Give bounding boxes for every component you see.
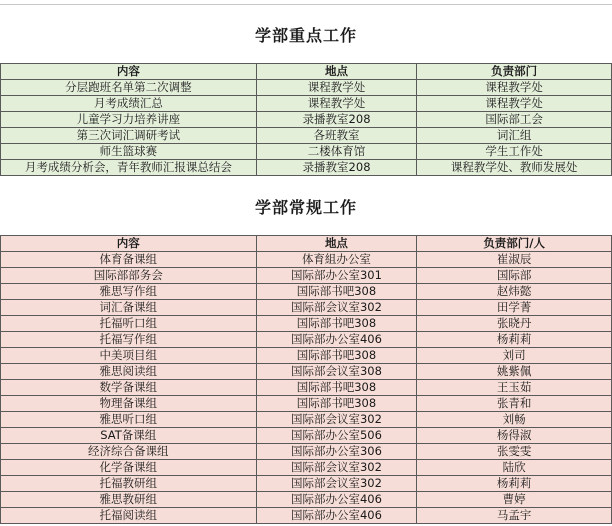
cell-location: 国际部办公室301: [256, 268, 417, 284]
cell-content: 雅思写作组: [1, 284, 257, 300]
cell-content: 雅思教研组: [1, 492, 257, 508]
cell-location: 国际部办公室506: [256, 428, 417, 444]
header-location: 地点: [256, 236, 417, 252]
cell-location: 录播教室208: [256, 160, 417, 176]
table-row: [1, 268, 612, 284]
cell-location: 录播教室208: [256, 112, 417, 128]
cell-location: 国际部会议室302: [256, 460, 417, 476]
table-row: [1, 112, 612, 128]
cell-location: 二楼体育馆: [256, 144, 417, 160]
table-row: [1, 128, 612, 144]
cell-content: 经济综合备课组: [1, 444, 257, 460]
table-row: [1, 80, 612, 96]
cell-location: 国际部会议室302: [256, 300, 417, 316]
cell-owner: 赵炜懿: [417, 284, 612, 300]
cell-location: 体育組办公室: [256, 252, 417, 268]
cell-location: 国际部书吧308: [256, 380, 417, 396]
section-title-routine-work: 学部常规工作: [254, 198, 357, 217]
table-row: [1, 444, 612, 460]
cell-location: 国际部会议室308: [256, 364, 417, 380]
cell-department: 词汇组: [417, 128, 612, 144]
previous-table-edge: [0, 0, 612, 5]
cell-owner: 杨莉莉: [417, 476, 612, 492]
header-content: 内容: [1, 64, 257, 80]
table-row: [1, 364, 612, 380]
cell-location: 国际部书吧308: [256, 348, 417, 364]
cell-content: 中美项目组: [1, 348, 257, 364]
cell-content: 师生篮球赛: [1, 144, 257, 160]
cell-content: 第三次词汇调研考试: [1, 128, 257, 144]
table-row: [1, 160, 612, 176]
cell-content: 月考成绩汇总: [1, 96, 257, 112]
table-row: [1, 380, 612, 396]
cell-content: 词汇备课组: [1, 300, 257, 316]
cell-content: 雅思听口组: [1, 412, 257, 428]
table-row: [1, 476, 612, 492]
cell-content: 数学备课组: [1, 380, 257, 396]
table-header-row: [1, 64, 612, 80]
cell-location: 国际部书吧308: [256, 316, 417, 332]
cell-owner: 曹婷: [417, 492, 612, 508]
cell-content: 托福阅读组: [1, 508, 257, 524]
cell-department: 课程教学处、教师发展处: [417, 160, 612, 176]
cell-owner: 田学菁: [417, 300, 612, 316]
cell-content: 国际部部务会: [1, 268, 257, 284]
cell-owner: 张晓丹: [417, 316, 612, 332]
cell-department: 课程教学处: [417, 80, 612, 96]
header-content: 内容: [1, 236, 257, 252]
table-row: [1, 396, 612, 412]
table-row: [1, 332, 612, 348]
table-row: [1, 284, 612, 300]
table-row: [1, 492, 612, 508]
table-row: [1, 412, 612, 428]
cell-location: 国际部会议室302: [256, 476, 417, 492]
cell-owner: 杨得淑: [417, 428, 612, 444]
cell-owner: 刘司: [417, 348, 612, 364]
cell-owner: 杨莉莉: [417, 332, 612, 348]
table-row: [1, 460, 612, 476]
cell-owner: 崔淑辰: [417, 252, 612, 268]
table-row: [1, 144, 612, 160]
table-row: [1, 508, 612, 524]
cell-content: SAT备课组: [1, 428, 257, 444]
cell-content: 儿童学习力培养讲座: [1, 112, 257, 128]
table-row: [1, 348, 612, 364]
table-row: [1, 316, 612, 332]
cell-owner: 张雯雯: [417, 444, 612, 460]
header-department: 负责部门: [417, 64, 612, 80]
cell-department: 学生工作处: [417, 144, 612, 160]
table-row: [1, 252, 612, 268]
cell-content: 托福写作组: [1, 332, 257, 348]
cell-content: 物理备课组: [1, 396, 257, 412]
cell-content: 分层跑班名单第二次调整: [1, 80, 257, 96]
cell-location: 国际部书吧308: [256, 284, 417, 300]
cell-content: 托福教研组: [1, 476, 257, 492]
key-work-table: [0, 63, 612, 176]
cell-content: 雅思阅读组: [1, 364, 257, 380]
cell-owner: 国际部: [417, 268, 612, 284]
table-row: [1, 96, 612, 112]
cell-content: 托福听口组: [1, 316, 257, 332]
header-location: 地点: [256, 64, 417, 80]
cell-location: 国际部办公室406: [256, 332, 417, 348]
cell-location: 各班教室: [256, 128, 417, 144]
cell-location: 国际部办公室406: [256, 508, 417, 524]
cell-content: 化学备课组: [1, 460, 257, 476]
cell-department: 课程教学处: [417, 96, 612, 112]
table-header-row: [1, 236, 612, 252]
cell-owner: 陆欣: [417, 460, 612, 476]
cell-owner: 王玉茹: [417, 380, 612, 396]
section-title-key-work: 学部重点工作: [254, 26, 357, 45]
cell-owner: 姚紫佩: [417, 364, 612, 380]
cell-location: 国际部办公室406: [256, 492, 417, 508]
cell-owner: 张青和: [417, 396, 612, 412]
cell-owner: 马孟宇: [417, 508, 612, 524]
table-row: [1, 428, 612, 444]
cell-location: 国际部办公室306: [256, 444, 417, 460]
header-department-person: 负责部门/人: [417, 236, 612, 252]
cell-location: 课程教学处: [256, 96, 417, 112]
cell-location: 国际部书吧308: [256, 396, 417, 412]
table-row: [1, 300, 612, 316]
cell-owner: 刘畅: [417, 412, 612, 428]
cell-department: 国际部工会: [417, 112, 612, 128]
routine-work-table: [0, 235, 612, 524]
cell-content: 体育备课组: [1, 252, 257, 268]
cell-location: 国际部会议室302: [256, 412, 417, 428]
cell-content: 月考成绩分析会，青年教师汇报课总结会: [1, 160, 257, 176]
cell-location: 课程教学处: [256, 80, 417, 96]
